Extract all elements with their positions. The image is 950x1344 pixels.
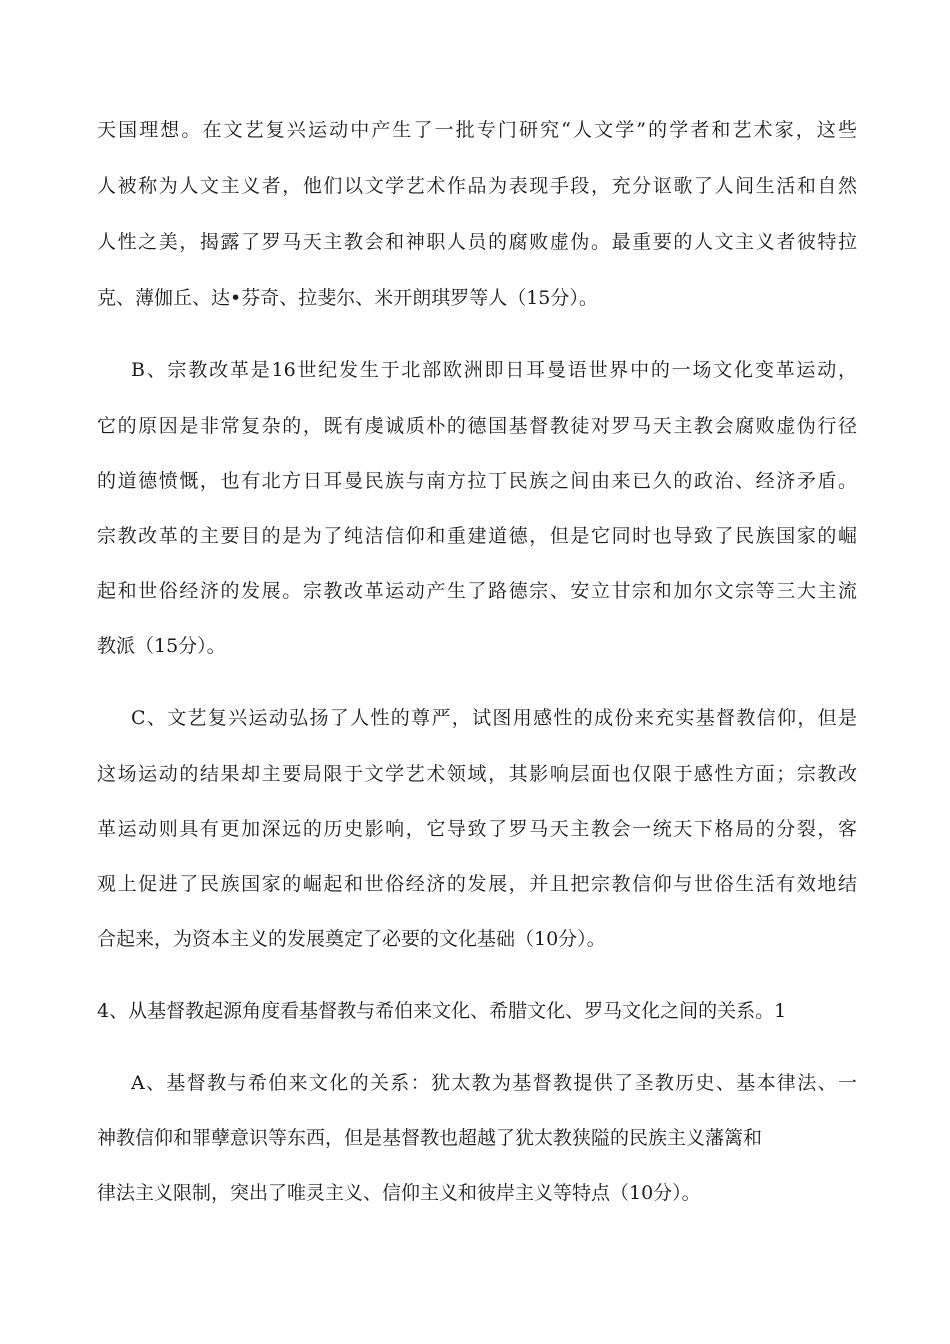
paragraph-b-line-6: 教派（15分）。 [97, 635, 226, 657]
paragraph-1-line-3: 人性之美，揭露了罗马天主教会和神职人员的腐败虚伪。最重要的人文主义者彼特拉 [97, 231, 857, 253]
paragraph-b-line-4: 宗教改革的主要目的是为了纯洁信仰和重建道德，但是它同时也导致了民族国家的崛 [97, 525, 857, 547]
paragraph-b-line-3: 的道德愤慨，也有北方日耳曼民族与南方拉丁民族之间由来已久的政治、经济矛盾。 [97, 470, 857, 492]
paragraph-c-line-1: C、文艺复兴运动弘扬了人性的尊严，试图用感性的成份来充实基督教信仰，但是 [131, 707, 857, 729]
paragraph-a-line-3: 律法主义限制，突出了唯灵主义、信仰主义和彼岸主义等特点（10分）。 [97, 1182, 701, 1204]
paragraph-c-line-3: 革运动则具有更加深远的历史影响，它导致了罗马天主教会一统天下格局的分裂，客 [97, 818, 857, 840]
paragraph-1-line-2: 人被称为人文主义者，他们以文学艺术作品为表现手段，充分讴歌了人间生活和自然 [97, 175, 857, 197]
paragraph-a-line-2: 神教信仰和罪孽意识等东西，但是基督教也超越了犹太教狭隘的民族主义藩篱和 [97, 1127, 763, 1149]
paragraph-c-line-5: 合起来，为资本主义的发展奠定了必要的文化基础（10分）。 [97, 928, 606, 950]
paragraph-a-line-1: A、基督教与希伯来文化的关系：犹太教为基督教提供了圣教历史、基本律法、一 [131, 1072, 857, 1094]
paragraph-b-line-1: B、宗教改革是16世纪发生于北部欧洲即日耳曼语世界中的一场文化变革运动， [131, 359, 857, 381]
paragraph-c-line-4: 观上促进了民族国家的崛起和世俗经济的发展，并且把宗教信仰与世俗生活有效地结 [97, 873, 857, 895]
paragraph-b-line-2: 它的原因是非常复杂的，既有虔诚质朴的德国基督教徒对罗马天主教会腐败虚伪行径 [97, 415, 857, 437]
paragraph-c-line-2: 这场运动的结果却主要局限于文学艺术领域，其影响层面也仅限于感性方面；宗教改 [97, 763, 857, 785]
paragraph-1-line-4: 克、薄伽丘、达•芬奇、拉斐尔、米开朗琪罗等人（15分）。 [97, 287, 598, 309]
paragraph-b-line-5: 起和世俗经济的发展。宗教改革运动产生了路德宗、安立甘宗和加尔文宗等三大主流 [97, 580, 857, 602]
question-4-heading: 4、从基督教起源角度看基督教与希伯来文化、希腊文化、罗马文化之间的关系。1 [97, 1000, 787, 1022]
paragraph-1-line-1: 天国理想。在文艺复兴运动中产生了一批专门研究“人文学”的学者和艺术家，这些 [97, 119, 857, 141]
